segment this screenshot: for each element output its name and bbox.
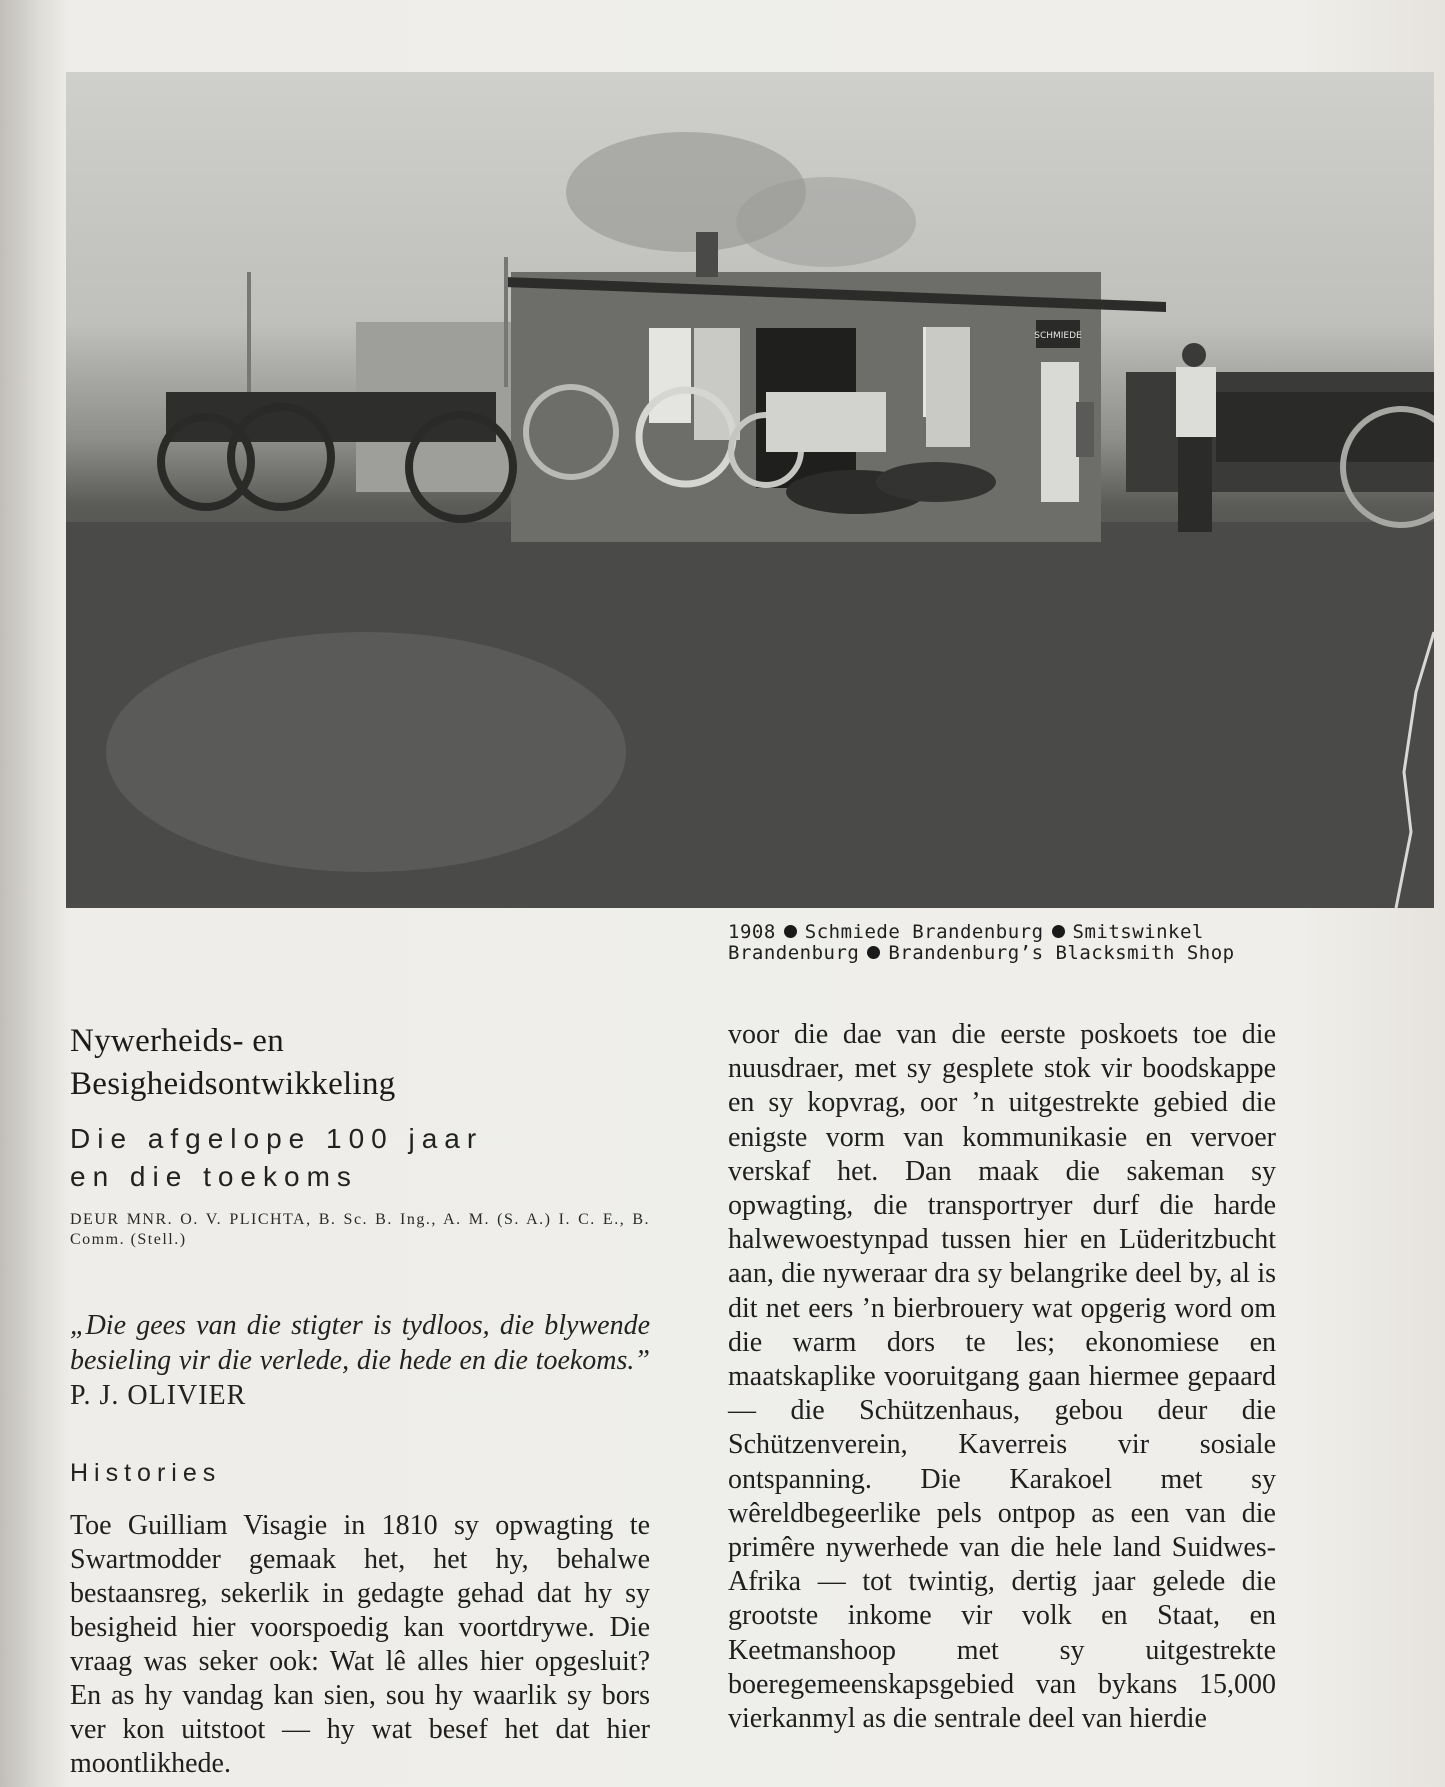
quote-author: P. J. OLIVIER: [70, 1380, 247, 1411]
right-column: [728, 1018, 1276, 1736]
caption-line-2: [728, 943, 1288, 964]
section-title: Histories: [70, 1459, 222, 1487]
bullet-icon: [1052, 925, 1065, 938]
caption-afrikaans-2: Brandenburg: [728, 942, 860, 964]
article-heading: [70, 1020, 650, 1106]
historical-photograph: [66, 72, 1434, 908]
page-gutter-shadow: [0, 0, 70, 1787]
caption-afrikaans-1: Smitswinkel: [1072, 921, 1204, 943]
right-body-text: voor die dae van die eerste poskoets toe die nuusdraer, met sy gesplete stok vir boodskappe en sy kopvrag, oor ’n uitgestrekte gebied die enigste vorm van kommunikasie en vervoer verskaf het. Dan maak die sakeman sy opwagting, die transportryer durf die harde halwewoestynpad tussen hier en Lüderitzbucht aan, die nyweraar dra sy belangrike deel by, al is dit net eers ’n bierbrouery wat opgerig word om die warm dors te les; ekonomiese en maatskaplike vooruitgang gaan hiermee gepaard — die Schützenhaus, gebou deur die Schützenverein, Kaverreis vir sosiale ontspanning. Die Karakoel met sy wêreldbegeerlike pels ontpop as een van die primêre nywerhede van die hele land Suidwes-Afrika — tot twintig, dertig jaar gelede die grootste inkome vir volk en Staat, en Keetmanshoop met sy uitgestrekte boeregemeenskapsgebied van bykans 15,000 vierkanmyl as die sentrale deel van hierdie: [728, 1019, 1276, 1735]
author-byline: DEUR MNR. O. V. PLICHTA, B. Sc. B. Ing., A. M. (S. A.) I. C. E., B. Comm. (Stell.): [70, 1211, 650, 1248]
bullet-icon: [867, 946, 880, 959]
subtitle-line-1: Die afgelope 100 jaar: [70, 1123, 484, 1154]
quote-text: „Die gees van die stigter is tydloos, die blywende besieling vir die verlede, die hede en die toekoms.”: [70, 1310, 650, 1376]
subtitle-line-2: en die toekoms: [70, 1161, 358, 1192]
shop-sign-text: SCHMIEDE: [1034, 331, 1082, 341]
caption-english: Brandenburg’s Blacksmith Shop: [888, 942, 1235, 964]
photo-caption: [728, 922, 1288, 964]
left-body-text: Toe Guilliam Visagie in 1810 sy opwagting te Swartmodder gemaak het, het hy, behalwe bestaansreg, sekerlik in gedagte gehad dat hy sy besigheid hier voorspoedig kan voortdrywe. Die vraag was seker ook: Wat lê alles hier opgesluit? En as hy vandag kan sien, sou hy waarlik sy bors ver kon uitstoot — hy wat besef het dat hier moontlikhede.: [70, 1510, 650, 1779]
left-column: [70, 1020, 650, 1781]
bullet-icon: [784, 925, 797, 938]
epigraph-quote: [70, 1308, 650, 1413]
caption-year: 1908: [728, 921, 776, 943]
heading-line-2: Besigheidsontwikkeling: [70, 1066, 396, 1102]
caption-line-1: [728, 922, 1288, 943]
caption-german: Schmiede Brandenburg: [804, 921, 1044, 943]
article-subtitle: [70, 1120, 650, 1196]
blacksmith-shop-scene: [66, 72, 1434, 908]
heading-line-1: Nywerheids- en: [70, 1023, 285, 1059]
